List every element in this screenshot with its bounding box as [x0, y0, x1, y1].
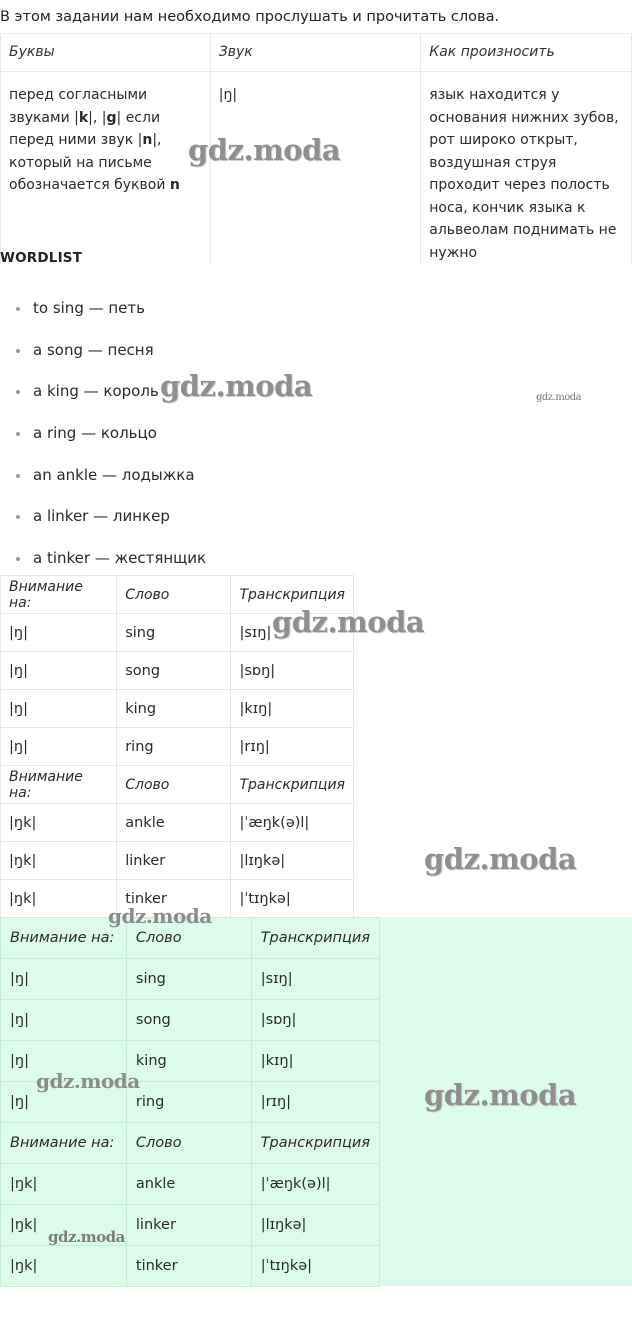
- list-item: a tinker — жестянщик: [16, 538, 206, 580]
- watermark: gdz.moda: [108, 904, 212, 928]
- intro-text: В этом задании нам необходимо прослушать и прочитать слова.: [0, 9, 500, 25]
- table-row: |ŋk| linker |lɪŋkə|: [1, 1205, 380, 1246]
- table-row: |ŋ| song |sɒŋ|: [1, 652, 354, 690]
- table-row: |ŋ| king |kɪŋ|: [1, 1041, 380, 1082]
- list-item: an ankle — лодыжка: [16, 455, 206, 497]
- how-cell: язык находится у основания нижних зубов, рот широко открыт, воздушная струя проходит через полость носа, кончик языка к альвеолам поднимать не нужно: [421, 72, 632, 265]
- watermark: gdz.moda: [536, 392, 582, 403]
- table-row: [1, 72, 632, 265]
- table-row: |ŋ| song |sɒŋ|: [1, 1000, 380, 1041]
- table-header-row: [1, 34, 632, 72]
- watermark: gdz.moda: [188, 133, 341, 167]
- table-row: |ŋk| ankle |ˈæŋk(ə)l|: [1, 1164, 380, 1205]
- list-item: a song — песня: [16, 330, 206, 372]
- watermark: gdz.moda: [48, 1228, 125, 1246]
- list-item: a king — король: [16, 371, 206, 413]
- table-row: |ŋ| ring |rɪŋ|: [1, 728, 354, 766]
- table-row: |ŋk| linker |lɪŋkə|: [1, 842, 354, 880]
- bullet-icon: [16, 432, 20, 436]
- table-header-row: Внимание на: Слово Транскрипция: [1, 1123, 380, 1164]
- bullet-icon: [16, 515, 20, 519]
- watermark: gdz.moda: [160, 369, 313, 403]
- wordlist-title: WORDLIST: [0, 250, 83, 266]
- bullet-icon: [16, 474, 20, 478]
- table-row: |ŋ| sing |sɪŋ|: [1, 959, 380, 1000]
- bullet-icon: [16, 557, 20, 561]
- table-row: |ŋk| tinker |ˈtɪŋkə|: [1, 880, 354, 918]
- header-sound: Звук: [210, 34, 421, 72]
- watermark: gdz.moda: [272, 605, 425, 639]
- letters-cell: перед согласными звуками |k|, |g| если перед ними звук |n|, который на письме обозначается буквой n: [1, 72, 211, 265]
- table-row: |ŋk| tinker |ˈtɪŋkə|: [1, 1246, 380, 1287]
- wordlist: [16, 288, 206, 580]
- table-header-row: Внимание на: Слово Транскрипция: [1, 766, 354, 804]
- bullet-icon: [16, 307, 20, 311]
- list-item: to sing — петь: [16, 288, 206, 330]
- table-row: |ŋ| king |kɪŋ|: [1, 690, 354, 728]
- watermark: gdz.moda: [424, 1078, 577, 1112]
- table-header-row: Внимание на: Слово Транскрипция: [1, 918, 380, 959]
- sound-cell: |ŋ|: [210, 72, 421, 265]
- table-row: |ŋk| ankle |ˈæŋk(ə)l|: [1, 804, 354, 842]
- table-row: |ŋ| sing |sɪŋ|: [1, 614, 354, 652]
- list-item: a ring — кольцо: [16, 413, 206, 455]
- transcription-table: [0, 575, 354, 918]
- pronunciation-table: [0, 33, 632, 264]
- header-letters: Буквы: [1, 34, 211, 72]
- table-row: |ŋ| ring |rɪŋ|: [1, 1082, 380, 1123]
- watermark: gdz.moda: [424, 842, 577, 876]
- header-how: Как произносить: [421, 34, 632, 72]
- watermark: gdz.moda: [36, 1069, 140, 1093]
- list-item: a linker — линкер: [16, 496, 206, 538]
- table-header-row: Внимание на: Слово Транскрипция: [1, 576, 354, 614]
- bullet-icon: [16, 390, 20, 394]
- bullet-icon: [16, 349, 20, 353]
- transcription-table-highlighted: [0, 917, 380, 1287]
